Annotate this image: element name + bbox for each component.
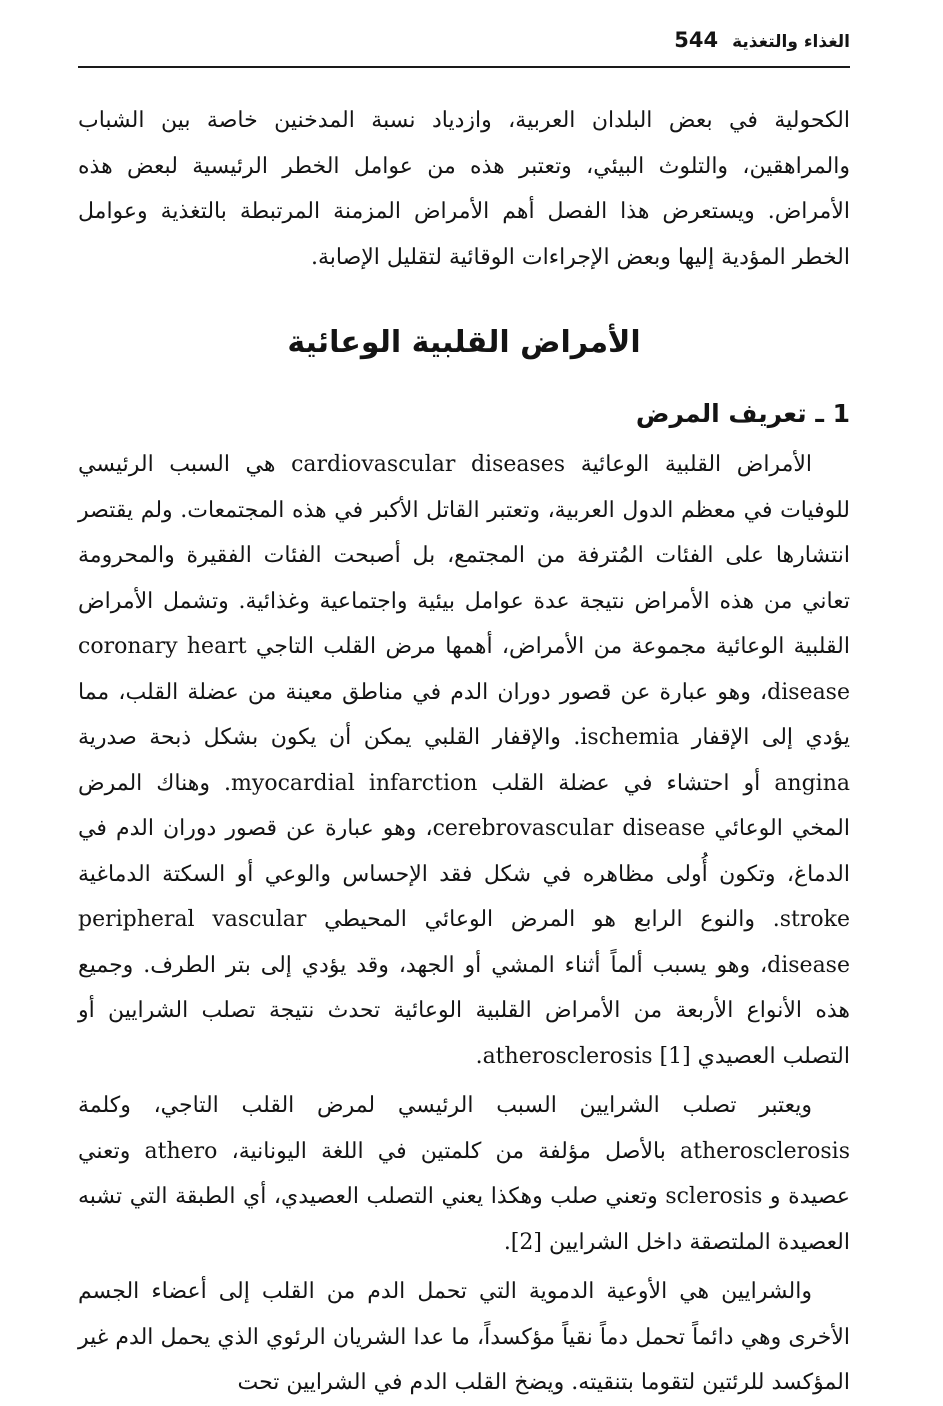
page-number: 544 [674, 28, 719, 52]
running-title: الغذاء والتغذية [732, 32, 850, 52]
intro-paragraph: الكحولية في بعض البلدان العربية، وازدياد نسبة المدخنين خاصة بين الشباب والمراهقين، والتلوث البيئي، وتعتبر هذه من عوامل الخطر الرئيسية لبعض هذه الأمراض. ويستعرض هذا الفصل أهم الأمراض المزمنة المرتبطة بالتغذية وعوامل الخطر المؤدية إليها وبعض الإجراءات الوقائية لتقليل الإصابة. [78, 108, 850, 270]
running-header [78, 28, 850, 68]
book-page [78, 28, 850, 1406]
paragraph-definition: الأمراض القلبية الوعائية cardiovascular diseases هي السبب الرئيسي للوفيات في معظم الدول العربية، وتعتبر القاتل الأكبر في هذه المجتمعات. ولم يقتصر انتشارها على الفئات المُترفة من المجتمع، بل أصبحت الفئات الفقيرة والمحرومة تعاني من هذه الأمراض نتيجة عدة عوامل بيئية واجتماعية وغذائية. وتشمل الأمراض القلبية الوعائية مجموعة من الأمراض، أهمها مرض القلب التاجي coronary heart disease، وهو عبارة عن قصور دوران الدم في مناطق معينة من عضلة القلب، مما يؤدي إلى الإقفار ischemia. والإقفار القلبي يمكن أن يكون بشكل ذبحة صدرية angina أو احتشاء في عضلة القلب myocardial infarction. وهناك المرض المخي الوعائي cerebrovascular disease، وهو عبارة عن قصور دوران الدم في الدماغ، وتكون أُولى مظاهره في شكل فقد الإحساس والوعي أو السكتة الدماغية stroke. والنوع الرابع هو المرض الوعائي المحيطي peripheral vascular disease، وهو يسبب ألماً أثناء المشي أو الجهد، وقد يؤدي إلى بتر الطرف. وجميع هذه الأنواع الأربعة من الأمراض القلبية الوعائية تحدث نتيجة تصلب الشرايين أو التصلب العصيدي atherosclerosis [1]. [78, 452, 851, 1069]
body-text [78, 98, 850, 1406]
paragraph-arteries: والشرايين هي الأوعية الدموية التي تحمل الدم من القلب إلى أعضاء الجسم الأخرى وهي دائماً تحمل دماً نقياً مؤكسداً، ما عدا الشريان الرئوي الذي يحمل الدم غير المؤكسد للرئتين لتقوما بتنقيته. ويضخ القلب الدم في الشرايين تحت [78, 1279, 850, 1395]
paragraph-atherosclerosis: ويعتبر تصلب الشرايين السبب الرئيسي لمرض القلب التاجي، وكلمة atherosclerosis بالأصل مؤلفة من كلمتين في اللغة اليونانية، athero وتعني عصيدة و sclerosis وتعني صلب وهكذا يعني التصلب العصيدي، أي الطبقة التي تشبه العصيدة الملتصقة داخل الشرايين [2]. [78, 1093, 850, 1255]
section-title: الأمراض القلبية الوعائية [287, 325, 641, 360]
subsection-title: 1 ـ تعريف المرض [635, 399, 850, 428]
